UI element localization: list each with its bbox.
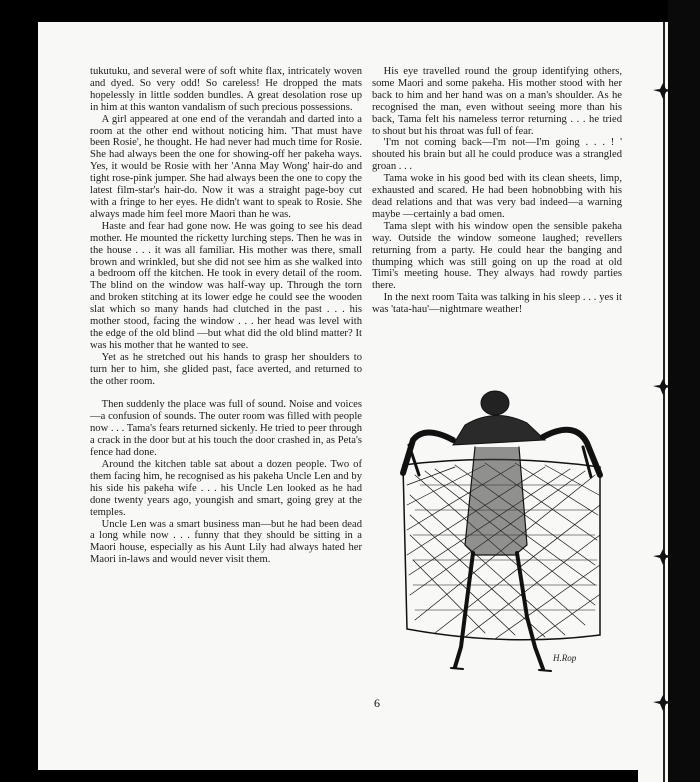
paragraph: 'I'm not coming back—I'm not—I'm going . . . ! ' shouted his brain but all he could produce was a strangled groan . . .	[372, 137, 622, 173]
stitch-ornament-icon	[651, 694, 675, 712]
binding-stitch-line	[663, 22, 665, 782]
stitch-ornament-icon	[651, 378, 675, 396]
illustration-signature: H.Rop	[553, 653, 577, 663]
right-text-column	[372, 66, 622, 316]
paragraph: In the next room Taita was talking in his sleep . . . yes it was 'tata-hau'—nightmare weather!	[372, 292, 622, 316]
paragraph: Uncle Len was a smart business man—but he had been dead a long while now . . . funny that they should be sitting in a Maori house, especially as his Aunt Lily had always hated her Maori in-laws and would never visit them.	[90, 518, 362, 566]
ink-sketch-illustration	[395, 385, 610, 675]
paragraph: Tama woke in his good bed with its clean sheets, limp, exhausted and scared. He had been hobnobbing with his dead relations and that was very bad indeed—a warning maybe —certainly a bad omen.	[372, 173, 622, 220]
stitch-ornament-icon	[651, 82, 675, 100]
paragraph: Around the kitchen table sat about a dozen people. Two of them facing him, he recognised as his pakeha Uncle Len and by his side his pakeha wife . . . his Uncle Len looked as he had done twenty years ago, youngish and smart, going grey at the temples.	[90, 459, 362, 518]
paragraph: Then suddenly the place was full of sound. Noise and voices—a confusion of sounds. The outer room was filled with people now . . . Tama's fears returned sickenly. He tried to peer through a crack in the door but at his touch the door crashed in, as Peta's fence had done.	[90, 399, 362, 459]
paragraph: tukutuku, and several were of soft white flax, intricately woven and dyed. So very odd! So careless! He dropped the mats hopelessly in little sodden bundles. A great desolation rose up in him at this wanton vandalism of such precious possessions.	[90, 66, 362, 113]
page-number: 6	[374, 696, 380, 710]
stitch-ornament-icon	[651, 548, 675, 566]
paragraph: Haste and fear had gone now. He was going to see his dead mother. He mounted the ricketty lurching steps. Then he was in the house . . . it was all familiar. His mother was there, small brown and wrinkled, but she did not see him as she walked into a bedroom off the kitchen. He took in every detail of the room. The blind on the window was half-way up. Through the torn and broken stitching at its lower edge he could see the wooden slat which so many hands had clutched in the past . . . his mother stood, facing the window . . . her head was level with the edge of the old blind —but what did the old blind matter? It was his mother that he wanted to see.	[90, 220, 362, 351]
paragraph: Tama slept with his window open the sensible pakeha way. Outside the window someone laughed; revellers returning from a party. He could hear the banging and thumping which was still going on up the road at old Timi's meeting house. They always had rowdy parties there.	[372, 220, 622, 292]
left-text-column	[90, 66, 362, 566]
paragraph: His eye travelled round the group identifying others, some Maori and some pakeha. His mother stood with her back to him and her hand was on a man's shoulder. As he recognised the man, even without seeing more than his back, Tama felt his nameless terror returning . . . he tried to shout but his throat was full of fear.	[372, 66, 622, 137]
paragraph: A girl appeared at one end of the verandah and darted into a room at the other end without noticing him. 'That must have been Rosie', he thought. He had never had much time for Rosie. She had always been the one for showing-off her pakeha ways. Yes, it would be Rosie with her 'Anna May Wong' hair-do and tight rose-pink jumper. She had always been the one to copy the latest film-star's hair-do. Now it was a straight page-boy cut with a fringe to her eyes. He didn't want to speak to Rosie. She always made him feel more Maori than he was.	[90, 113, 362, 220]
paragraph: Yet as he stretched out his hands to grasp her shoulders to turn her to him, she glided past, face averted, and returned to the other room.	[90, 351, 362, 387]
